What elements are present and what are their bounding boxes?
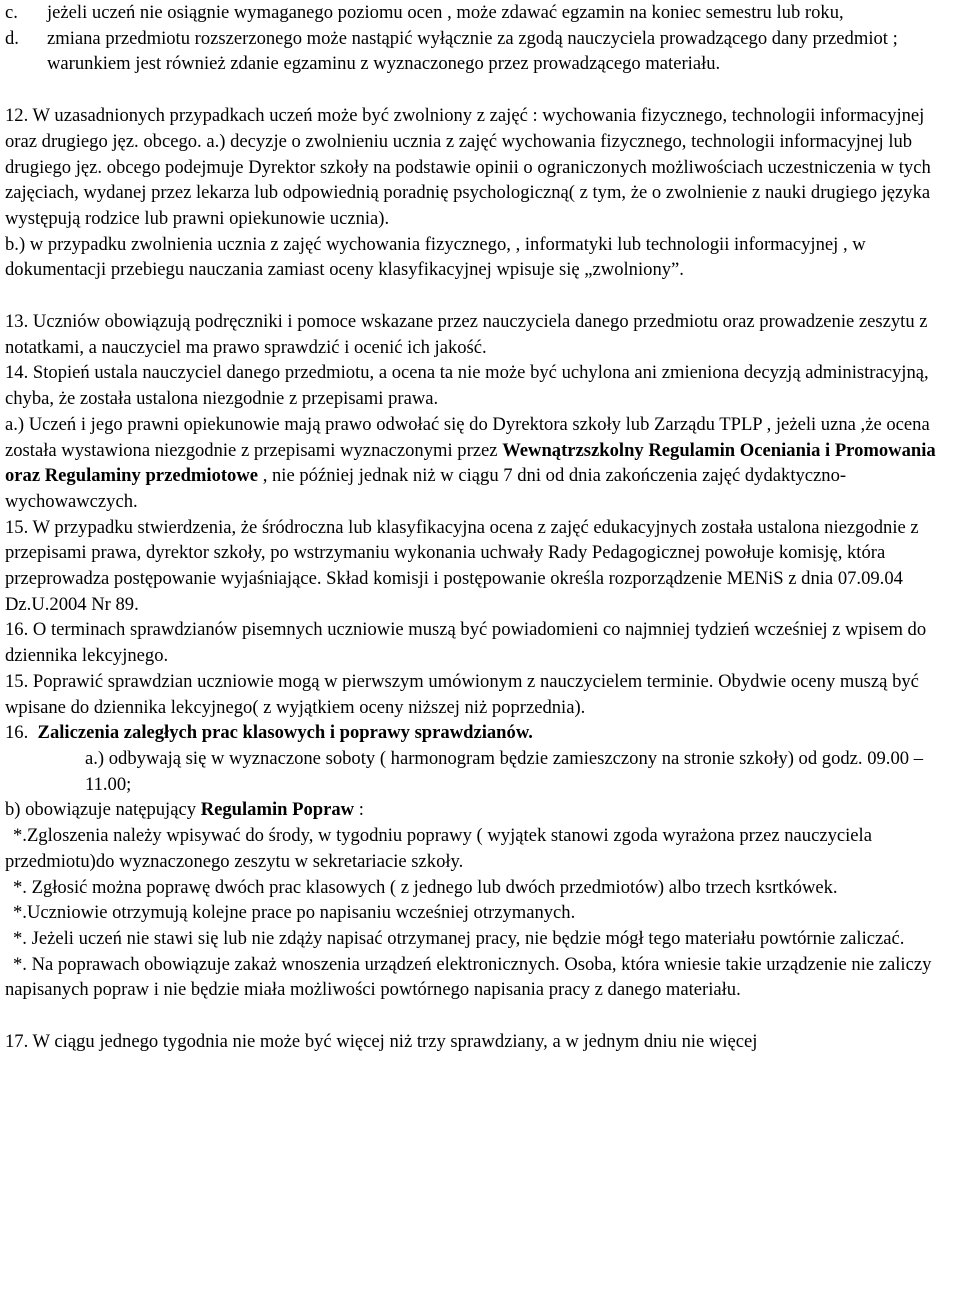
paragraph-14-a-text: a.) Uczeń i jego prawni opiekunowie mają prawo odwołać się do Dyrektora szkoły lub Zarządu TPLP , jeżeli uzna ,że ocena została wystawiona niezgodnie z przepisami wyznaczonymi przez [5,413,930,461]
section-heading: Zaliczenia zaległych prac klasowych i poprawy sprawdzianów. [37,722,533,744]
paragraph-gap [5,283,957,309]
paragraph-gap [5,77,957,103]
paragraph-16-number: 16. [5,722,29,744]
regulamin-popraw-title: Regulamin Popraw [200,799,355,821]
paragraph-16-b-text: b) obowiązuje natępujący [5,799,197,821]
paragraph-16-b-colon: : [358,799,364,821]
paragraph-16: 16. O terminach sprawdzianów pisemnych uczniowie muszą być powiadomieni co najmniej tydzień wcześniej z wpisem do dziennika lekcyjnego. [5,619,927,667]
paragraph-15-second: 15. Poprawić sprawdzian uczniowie mogą w pierwszym umówionym z nauczycielem terminie. Obydwie oceny muszą być wpisane do dziennika lekcyjnego( z wyjątkiem oceny niższej niż poprzednia). [5,670,919,718]
paragraph-16-heading [5,720,957,746]
rule-item: *. Na poprawach obowiązuje zakaż wnoszenia urządzeń elektronicznych. Osoba, która wniesie takie urządzenie nie zaliczy napisanych popraw i nie będzie miała możliwości powtórnego napisania pracy z danego materiału. [5,953,932,1001]
paragraph-17: 17. W ciągu jednego tygodnia nie może być więcej niż trzy sprawdziany, a w jednym dniu nie więcej [5,1031,758,1053]
rule-item: *.Uczniowie otrzymują kolejne prace po napisaniu wcześniej otrzymanych. [13,902,576,924]
paragraph-14-a-tail: , nie później jednak niż w ciągu 7 dni od dnia zakończenia zajęć dydaktyczno-wychowawczych. [5,465,847,512]
paragraph-15: 15. W przypadku stwierdzenia, że śródroczna lub klasyfikacyjna ocena z zajęć edukacyjnych została ustalona niezgodnie z przepisami prawa, dyrektor szkoły, po wstrzymaniu wykonania uchwały Rady Pedagogicznej powołuje komisję, która przeprowadza postępowanie wyjaśniające. Skład komisji i postępowanie określa rozporządzenie MENiS z dnia 07.09.04 Dz.U.2004 Nr 89. [5,516,919,615]
paragraph-12-b: b.) w przypadku zwolnienia ucznia z zajęć wychowania fizycznego, , informatyki lub technologii informacyjnej , w dokumentacji przebiegu nauczania zamiast oceny klasyfikacyjnej wpisuje się „zwolniony”. [5,233,866,281]
rule-item: *.Zgloszenia należy wpisywać do środy, w tygodniu poprawy ( wyjątek stanowi zgoda wyrażona przez nauczyciela przedmiotu)do wyznaczonego zeszytu w sekretariacie szkoły. [5,825,872,872]
paragraph-14-a [5,412,957,515]
list-item-c [5,0,957,26]
rule-item: *. Jeżeli uczeń nie stawi się lub nie zdąży napisać otrzymanej pracy, nie będzie mógł tego materiału powtórnie zaliczać. [13,927,905,949]
list-marker-c: c. [5,2,18,23]
document-page [5,0,957,1055]
list-item-d-text: zmiana przedmiotu rozszerzonego może nastąpić wyłącznie za zgodą nauczyciela prowadzącego dany przedmiot ; warunkiem jest również zdanie egzaminu z wyznaczonego przez prowadzącego materiału. [47,27,898,75]
paragraph-13: 13. Uczniów obowiązują podręczniki i pomoce wskazane przez nauczyciela danego przedmiotu oraz prowadzenie zeszytu z notatkami, a nauczyciel ma prawo sprawdzić i ocenić ich jakość. [5,311,928,358]
paragraph-16-b [5,797,957,823]
list-item-d [5,26,957,77]
paragraph-12: 12. W uzasadnionych przypadkach uczeń może być zwolniony z zajęć : wychowania fizycznego, technologii informacyjnej oraz drugiego jęz. obcego. a.) decyzje o zwolnieniu ucznia z zajęć wychowania fizycznego, technologii informacyjnej lub drugiego jęz. obcego podejmuje Dyrektor szkoły na podstawie opinii o ograniczonych możliwościach uczestniczenia w tych zajęciach, wydanej przez lekarza lub odpowiednią poradnię psychologiczną( z tym, że o zwolnienie z nauki drugiego języka występują rodzice lub prawni opiekunowie ucznia). [5,105,931,229]
rule-item: *. Zgłosić można poprawę dwóch prac klasowych ( z jednego lub dwóch przedmiotów) albo trzech ksrtkówek. [13,876,838,898]
paragraph-gap [5,1003,957,1029]
paragraph-16-a: a.) odbywają się w wyznaczone soboty ( harmonogram będzie zamieszczony na stronie szkoły) od godz. 09.00 – 11.00; [85,747,923,795]
list-marker-d: d. [5,27,19,49]
paragraph-14: 14. Stopień ustala nauczyciel danego przedmiotu, a ocena ta nie może być uchylona ani zmieniona decyzją administracyjną, chyba, że została ustalona niezgodnie z przepisami prawa. [5,362,929,410]
regulation-title: Wewnątrzszkolny Regulamin Oceniania i Promowania oraz Regulaminy przedmiotowe [5,439,936,487]
list-item-c-text: jeżeli uczeń nie osiągnie wymaganego poziomu ocen , może zdawać egzamin na koniec semestru lub roku, [47,2,844,23]
